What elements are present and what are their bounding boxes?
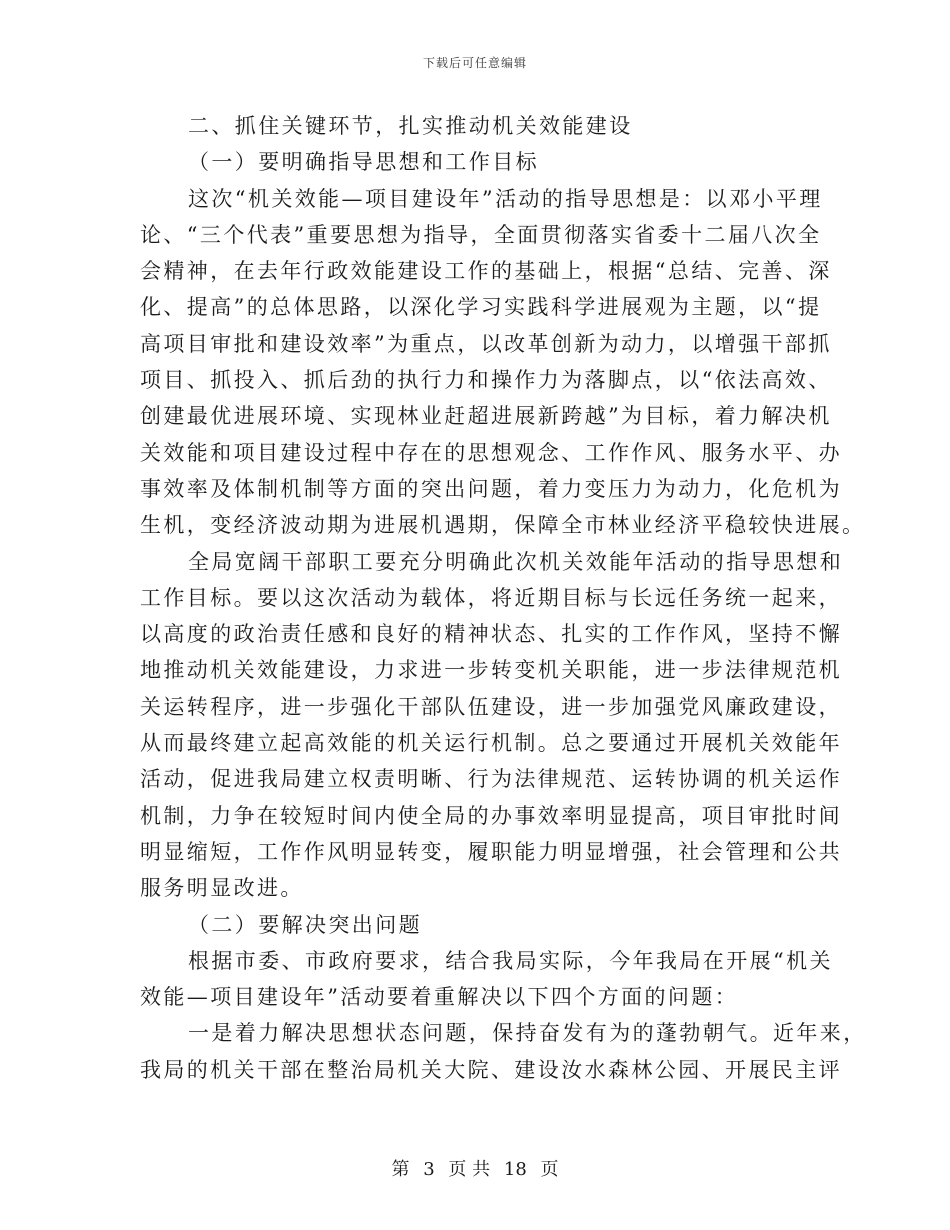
text-line: 以高度的政治责任感和良好的精神状态、扎实的工作作风，坚持不懈 bbox=[140, 622, 842, 647]
text-line: 一是着力解决思想状态问题，保持奋发有为的蓬勃朝气。近年来， bbox=[188, 1021, 867, 1046]
page-number-middle: 页 共 bbox=[448, 1159, 491, 1180]
text-line: 关效能和项目建设过程中存在的思想观念、工作作风、服务水平、办 bbox=[140, 440, 842, 465]
text-line: 服务明显改进。 bbox=[140, 876, 304, 901]
text-line: 论、“三个代表”重要思想为指导，全面贯彻落实省委十二届八次全 bbox=[140, 222, 822, 247]
text-line: 从而最终建立起高效能的机关运行机制。总之要通过开展机关效能年 bbox=[140, 731, 842, 756]
text-line: 我局的机关干部在整治局机关大院、建设汝水森林公园、开展民主评 bbox=[140, 1057, 842, 1082]
text-line: 根据市委、市政府要求，结合我局实际，今年我局在开展“机关 bbox=[188, 948, 833, 973]
page-number-prefix: 第 bbox=[391, 1159, 410, 1180]
text-line: 工作目标。要以这次活动为载体，将近期目标与长远任务统一起来， bbox=[140, 585, 842, 610]
text-line: （二）要解决突出问题 bbox=[188, 912, 422, 937]
text-line: 高项目审批和建设效率”为重点，以改革创新为动力，以增强干部抓 bbox=[140, 331, 832, 356]
text-line: 会精神，在去年行政效能建设工作的基础上，根据“总结、完善、深 bbox=[140, 259, 832, 284]
text-line: 全局宽阔干部职工要充分明确此次机关效能年活动的指导思想和 bbox=[188, 549, 844, 574]
page-footer bbox=[0, 1155, 950, 1181]
text-line: 机制，力争在较短时间内使全局的办事效率明显提高，项目审批时间 bbox=[140, 803, 842, 828]
text-line: 效能—项目建设年”活动要着重解决以下四个方面的问题： bbox=[140, 985, 739, 1010]
text-line: 地推动机关效能建设，力求进一步转变机关职能，进一步法律规范机 bbox=[140, 658, 842, 683]
text-line: 创建最优进展环境、实现林业赶超进展新跨越”为目标，着力解决机 bbox=[140, 404, 832, 429]
page-number-suffix: 页 bbox=[540, 1159, 559, 1180]
page-number-current: 3 bbox=[423, 1159, 435, 1180]
text-line: 项目、抓投入、抓后劲的执行力和操作力为落脚点，以“依法高效、 bbox=[140, 368, 832, 393]
text-line: （一）要明确指导思想和工作目标 bbox=[188, 150, 539, 175]
page-header-note: 下载后可任意编辑 bbox=[422, 56, 527, 70]
text-line: 活动，促进我局建立权责明晰、行为法律规范、运转协调的机关运作 bbox=[140, 767, 842, 792]
page-number-total: 18 bbox=[503, 1159, 527, 1180]
text-line: 关运转程序，进一步强化干部队伍建设，进一步加强党风廉政建设， bbox=[140, 694, 842, 719]
document-body bbox=[140, 108, 867, 1088]
text-line: 明显缩短，工作作风明显转变，履职能力明显增强，社会管理和公共 bbox=[140, 839, 842, 864]
text-line: 化、提高”的总体思路，以深化学习实践科学进展观为主题，以“提 bbox=[140, 295, 822, 320]
text-line: 生机，变经济波动期为进展机遇期，保障全市林业经济平稳较快进展。 bbox=[140, 513, 866, 538]
text-line: 事效率及体制机制等方面的突出问题，着力变压力为动力，化危机为 bbox=[140, 476, 842, 501]
text-line: 二、抓住关键环节，扎实推动机关效能建设 bbox=[188, 114, 633, 138]
text-line: 这次“机关效能—项目建设年”活动的指导思想是：以邓小平理 bbox=[188, 186, 823, 211]
